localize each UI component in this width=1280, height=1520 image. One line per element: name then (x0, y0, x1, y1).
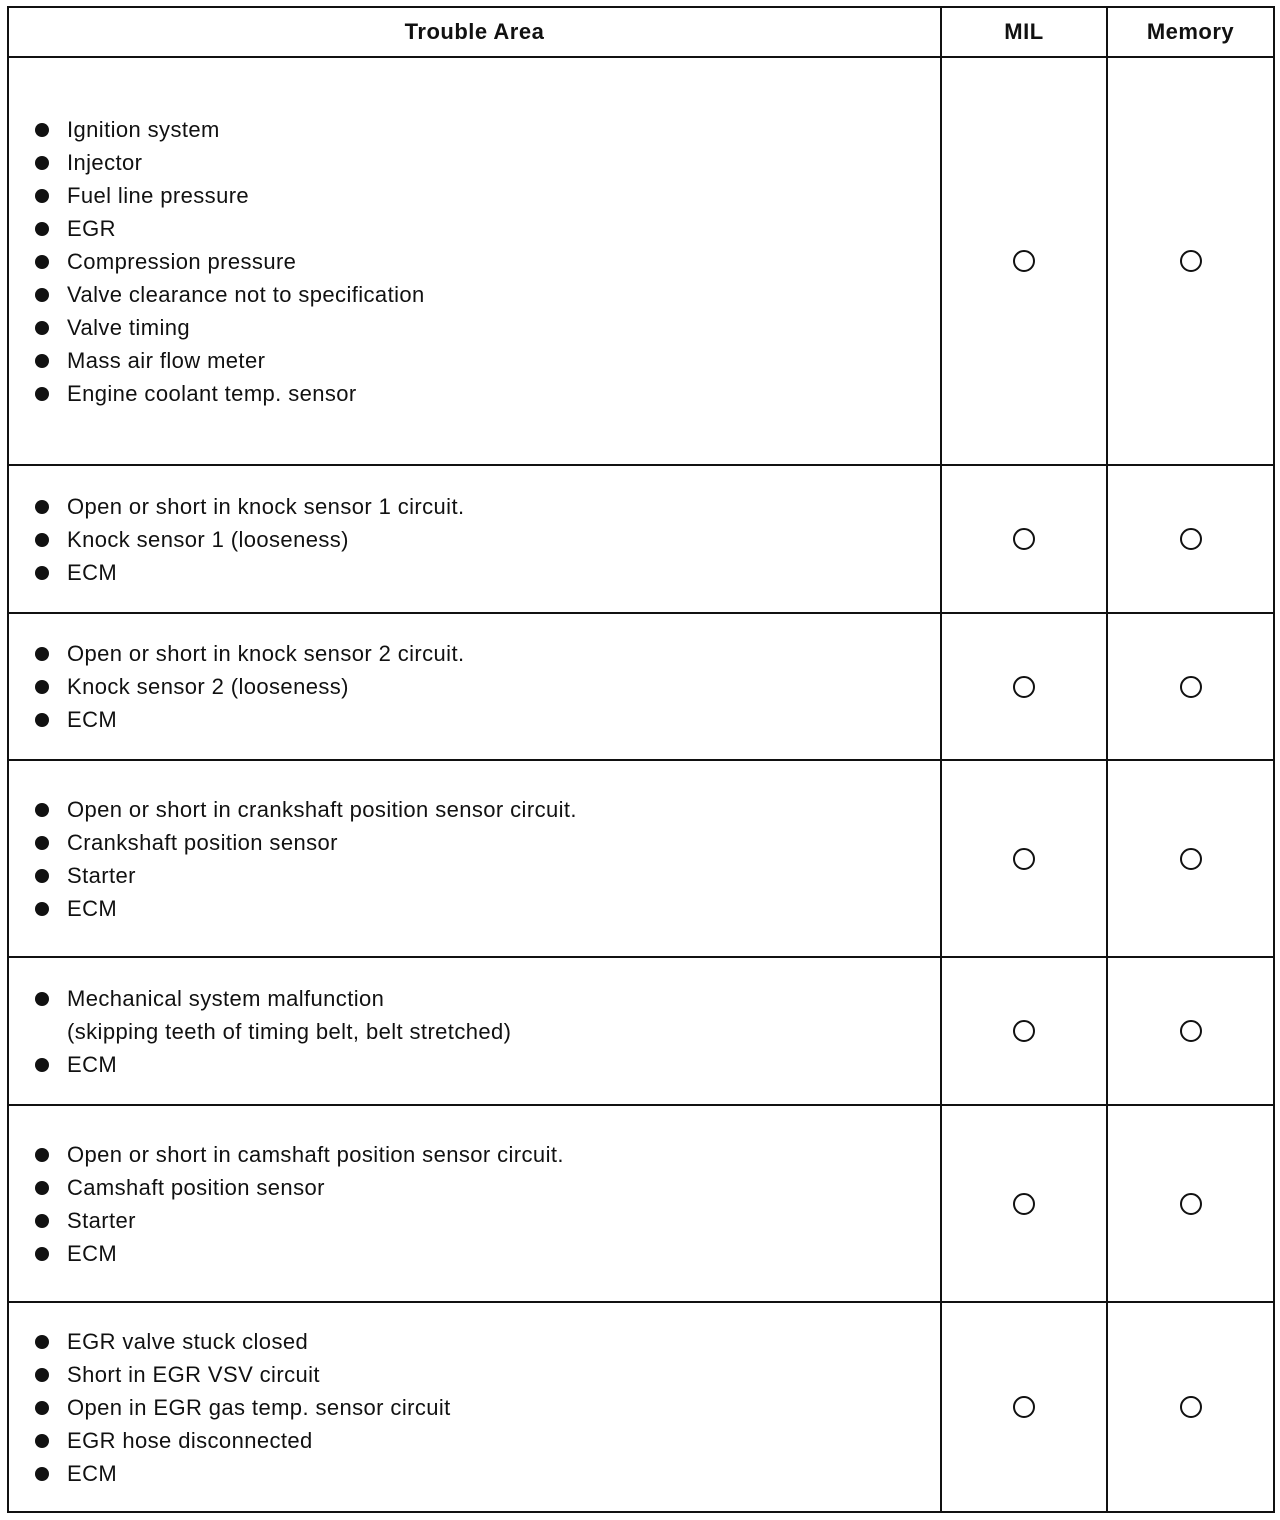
trouble-item-text: Engine coolant temp. sensor (67, 380, 357, 406)
trouble-item-text: Knock sensor 2 (looseness) (67, 674, 349, 699)
bullet-icon (35, 123, 49, 137)
bullet-icon (35, 288, 49, 302)
list-item (33, 490, 940, 523)
trouble-area-cell (8, 1302, 941, 1512)
trouble-area-cell (8, 957, 941, 1105)
bullet-icon (35, 255, 49, 269)
list-item (33, 670, 940, 703)
trouble-item-list (33, 1325, 940, 1490)
memory-circle-icon (1180, 1193, 1202, 1215)
header-mil: MIL (941, 7, 1107, 57)
list-item (33, 1138, 940, 1171)
bullet-icon (35, 1148, 49, 1162)
trouble-item-text: EGR (67, 215, 116, 241)
mil-cell (941, 1105, 1107, 1302)
table-row (8, 613, 1274, 760)
table-row (8, 1302, 1274, 1512)
mil-cell (941, 1302, 1107, 1512)
bullet-icon (35, 713, 49, 727)
bullet-icon (35, 189, 49, 203)
trouble-item-list (33, 1138, 940, 1270)
list-item (33, 1237, 940, 1270)
table-row (8, 57, 1274, 465)
list-item (33, 859, 940, 892)
list-item (33, 245, 940, 278)
bullet-icon (35, 533, 49, 547)
trouble-item-text: Knock sensor 1 (looseness) (67, 526, 349, 552)
mil-circle-icon (1013, 1396, 1035, 1418)
bullet-icon (35, 647, 49, 661)
list-item (33, 1457, 940, 1490)
table-body (8, 57, 1274, 1512)
trouble-item-list (33, 490, 940, 589)
table-row (8, 1105, 1274, 1302)
bullet-icon (35, 836, 49, 850)
trouble-item-text: Ignition system (67, 116, 220, 142)
trouble-item-text: Valve clearance not to specification (67, 281, 425, 307)
memory-circle-icon (1180, 1020, 1202, 1042)
bullet-icon (35, 354, 49, 368)
list-item (33, 793, 940, 826)
bullet-icon (35, 992, 49, 1006)
bullet-icon (35, 1368, 49, 1382)
mil-circle-icon (1013, 1020, 1035, 1042)
trouble-area-cell (8, 1105, 941, 1302)
trouble-item-text: Short in EGR VSV circuit (67, 1361, 320, 1387)
table-row (8, 465, 1274, 613)
trouble-item-text: ECM (67, 1051, 118, 1077)
memory-circle-icon (1180, 676, 1202, 698)
bullet-icon (35, 222, 49, 236)
memory-cell (1107, 1302, 1274, 1512)
bullet-icon (35, 1058, 49, 1072)
memory-cell (1107, 957, 1274, 1105)
list-item (33, 311, 940, 344)
memory-cell (1107, 57, 1274, 465)
trouble-item-text: EGR valve stuck closed (67, 1328, 309, 1354)
list-item (33, 1325, 940, 1358)
list-item (33, 637, 940, 670)
trouble-item-text: Mass air flow meter (67, 347, 266, 373)
bullet-icon (35, 869, 49, 883)
trouble-item-list (33, 793, 940, 925)
trouble-item-text: Camshaft position sensor (67, 1174, 325, 1200)
bullet-icon (35, 1434, 49, 1448)
mil-circle-icon (1013, 528, 1035, 550)
memory-cell (1107, 465, 1274, 613)
list-item (33, 1424, 940, 1457)
mil-cell (941, 465, 1107, 613)
trouble-item-text: EGR hose disconnected (67, 1427, 313, 1453)
list-item (33, 826, 940, 859)
bullet-icon (35, 1214, 49, 1228)
list-item (33, 1358, 940, 1391)
list-item (33, 1204, 940, 1237)
list-item (33, 113, 940, 146)
trouble-item-text: Injector (67, 149, 143, 175)
list-item (33, 982, 940, 1048)
memory-circle-icon (1180, 250, 1202, 272)
trouble-item-text: ECM (67, 707, 118, 732)
list-item (33, 377, 940, 410)
bullet-icon (35, 156, 49, 170)
list-item (33, 179, 940, 212)
list-item (33, 556, 940, 589)
memory-circle-icon (1180, 1396, 1202, 1418)
table-row (8, 957, 1274, 1105)
mil-cell (941, 760, 1107, 957)
memory-cell (1107, 760, 1274, 957)
list-item (33, 212, 940, 245)
trouble-item-text: Open or short in knock sensor 2 circuit. (67, 641, 465, 666)
trouble-item-text: Starter (67, 862, 136, 888)
list-item (33, 1171, 940, 1204)
mil-circle-icon (1013, 676, 1035, 698)
trouble-area-cell (8, 57, 941, 465)
list-item (33, 892, 940, 925)
memory-cell (1107, 613, 1274, 760)
memory-cell (1107, 1105, 1274, 1302)
bullet-icon (35, 321, 49, 335)
list-item (33, 146, 940, 179)
trouble-item-text: Mechanical system malfunction (67, 985, 385, 1011)
mil-circle-icon (1013, 848, 1035, 870)
trouble-item-text: Open or short in crankshaft position sensor circuit. (67, 796, 577, 822)
header-trouble-area: Trouble Area (8, 7, 941, 57)
list-item (33, 1391, 940, 1424)
memory-circle-icon (1180, 528, 1202, 550)
mil-cell (941, 57, 1107, 465)
trouble-area-cell (8, 465, 941, 613)
bullet-icon (35, 803, 49, 817)
trouble-area-table (7, 6, 1275, 1513)
memory-circle-icon (1180, 848, 1202, 870)
mil-cell (941, 613, 1107, 760)
bullet-icon (35, 1335, 49, 1349)
header-memory: Memory (1107, 7, 1274, 57)
trouble-item-text: Starter (67, 1207, 136, 1233)
trouble-area-cell (8, 613, 941, 760)
mil-cell (941, 957, 1107, 1105)
bullet-icon (35, 566, 49, 580)
header-row (8, 7, 1274, 57)
bullet-icon (35, 1401, 49, 1415)
trouble-item-text: ECM (67, 1240, 118, 1266)
bullet-icon (35, 902, 49, 916)
trouble-item-text: ECM (67, 895, 118, 921)
trouble-item-text: Crankshaft position sensor (67, 829, 338, 855)
list-item (33, 1048, 940, 1081)
trouble-item-list (33, 637, 940, 736)
trouble-item-list (33, 113, 940, 410)
trouble-area-table-wrap (7, 6, 1275, 1511)
trouble-item-text-continued: (skipping teeth of timing belt, belt stretched) (67, 1018, 512, 1044)
bullet-icon (35, 1247, 49, 1261)
trouble-item-text: Open or short in camshaft position sensor circuit. (67, 1141, 564, 1167)
bullet-icon (35, 1181, 49, 1195)
trouble-item-text: Fuel line pressure (67, 182, 250, 208)
list-item (33, 523, 940, 556)
trouble-item-text: ECM (67, 559, 118, 585)
list-item (33, 344, 940, 377)
trouble-item-list (33, 982, 940, 1081)
trouble-area-cell (8, 760, 941, 957)
mil-circle-icon (1013, 1193, 1035, 1215)
trouble-item-text: Open in EGR gas temp. sensor circuit (67, 1394, 451, 1420)
list-item (33, 278, 940, 311)
trouble-item-text: Compression pressure (67, 248, 297, 274)
bullet-icon (35, 680, 49, 694)
trouble-item-text: ECM (67, 1460, 118, 1486)
bullet-icon (35, 1467, 49, 1481)
trouble-item-text: Open or short in knock sensor 1 circuit. (67, 493, 465, 519)
table-row (8, 760, 1274, 957)
bullet-icon (35, 500, 49, 514)
trouble-item-text: Valve timing (67, 314, 190, 340)
mil-circle-icon (1013, 250, 1035, 272)
bullet-icon (35, 387, 49, 401)
list-item (33, 703, 940, 736)
